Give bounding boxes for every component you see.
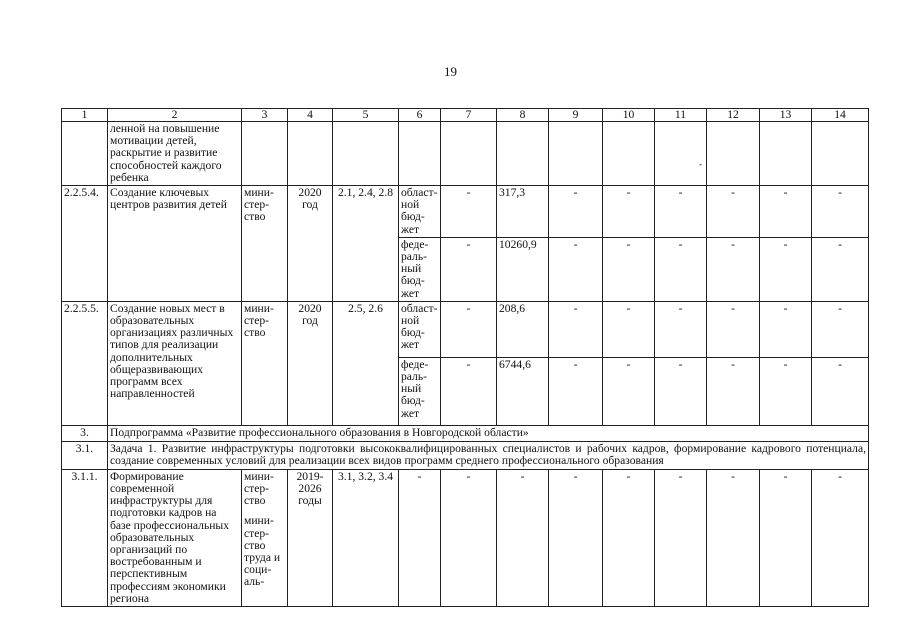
table-row xyxy=(62,301,869,357)
empty-cell xyxy=(707,122,760,186)
value-cell: - xyxy=(603,357,655,425)
empty-cell xyxy=(549,122,603,186)
value-cell: - xyxy=(707,357,760,425)
source-cell: феде-раль-ный бюд-жет xyxy=(399,357,441,425)
value-cell: - xyxy=(707,301,760,357)
name-cell: Создание новых мест в образовательных организациях различных типов для реализации дополнительных общеразвивающих программ всех направленностей xyxy=(108,301,242,425)
name-cell: ленной на повышение мотивации детей, раскрытие и развитие способностей каждого ребенка xyxy=(108,122,242,186)
executor-2: мини-стер-ство труда и соци-аль- xyxy=(244,514,281,589)
source-cell: феде-раль-ный бюд-жет xyxy=(399,237,441,301)
subprogram-title: Подпрограмма «Развитие профессионального образования в Новгородской области» xyxy=(108,425,869,441)
executor-1: мини-стер-ство xyxy=(244,469,274,508)
table-row xyxy=(62,469,869,606)
empty-cell xyxy=(760,122,812,186)
header-cell: 1 xyxy=(62,109,108,122)
value-cell: - xyxy=(549,301,603,357)
value-cell: - xyxy=(603,237,655,301)
value-cell: - xyxy=(812,469,869,606)
header-cell: 14 xyxy=(812,109,869,122)
year-cell: 2019-2026 годы xyxy=(288,469,333,606)
value-cell: - xyxy=(655,186,707,238)
empty-cell xyxy=(288,122,333,186)
table-row xyxy=(62,441,869,469)
table-row xyxy=(62,186,869,238)
empty-cell xyxy=(242,122,288,186)
empty-cell xyxy=(399,122,441,186)
value-cell: - xyxy=(760,237,812,301)
header-cell: 4 xyxy=(288,109,333,122)
header-cell: 10 xyxy=(603,109,655,122)
name-cell: Создание ключевых центров развития детей xyxy=(108,186,242,302)
indicator-cell: 3.1, 3.2, 3.4 xyxy=(333,469,399,606)
value-cell: - xyxy=(441,469,497,606)
number-cell: 3. xyxy=(62,425,108,441)
value-cell: - xyxy=(812,357,869,425)
header-cell: 5 xyxy=(333,109,399,122)
executor-cell xyxy=(242,469,288,606)
value-cell: - xyxy=(760,301,812,357)
value-cell: 317,3 xyxy=(497,186,549,238)
value-cell: 6744,6 xyxy=(497,357,549,425)
dash-mark-text: - xyxy=(699,158,702,169)
value-cell: - xyxy=(441,357,497,425)
header-cell: 7 xyxy=(441,109,497,122)
name-cell: Формирование современной инфраструктуры для подготовки кадров на базе профессиональных образовательных организаций по востребованным и перспективным профессиям экономики региона xyxy=(108,469,242,606)
number-cell xyxy=(62,122,108,186)
value-cell: - xyxy=(603,469,655,606)
empty-cell xyxy=(812,122,869,186)
number-cell: 3.1. xyxy=(62,441,108,469)
value-cell: 10260,9 xyxy=(497,237,549,301)
number-cell: 2.2.5.4. xyxy=(62,186,108,302)
empty-cell xyxy=(603,122,655,186)
value-cell: - xyxy=(812,301,869,357)
year-cell: 2020 год xyxy=(288,301,333,425)
value-cell: - xyxy=(603,301,655,357)
header-cell: 8 xyxy=(497,109,549,122)
value-cell: - xyxy=(497,469,549,606)
value-cell: - xyxy=(655,469,707,606)
value-cell: - xyxy=(655,237,707,301)
header-cell: 12 xyxy=(707,109,760,122)
header-cell: 2 xyxy=(108,109,242,122)
value-cell: - xyxy=(812,237,869,301)
source-cell: област-ной бюд-жет xyxy=(399,301,441,357)
header-cell: 3 xyxy=(242,109,288,122)
value-cell: - xyxy=(549,357,603,425)
value-cell: - xyxy=(760,186,812,238)
header-cell: 6 xyxy=(399,109,441,122)
indicator-cell: 2.5, 2.6 xyxy=(333,301,399,425)
value-cell: - xyxy=(441,186,497,238)
value-cell: - xyxy=(441,301,497,357)
value-cell: 208,6 xyxy=(497,301,549,357)
value-cell: - xyxy=(707,186,760,238)
column-number-row xyxy=(62,109,869,122)
value-cell: - xyxy=(441,237,497,301)
value-cell: - xyxy=(707,237,760,301)
value-cell: - xyxy=(760,357,812,425)
value-cell: - xyxy=(760,469,812,606)
value-cell: - xyxy=(549,469,603,606)
header-cell: 13 xyxy=(760,109,812,122)
header-cell: 9 xyxy=(549,109,603,122)
number-cell: 2.2.5.5. xyxy=(62,301,108,425)
empty-cell xyxy=(441,122,497,186)
value-cell: - xyxy=(655,357,707,425)
plan-table xyxy=(61,108,869,607)
year-cell: 2020 год xyxy=(288,186,333,302)
value-cell: - xyxy=(549,186,603,238)
task-title: Задача 1. Развитие инфраструктуры подготовки высококвалифицированных специалистов и рабочих кадров, формирование кадрового потенциала, создание современных условий для реализации всех видов программ среднего профессионального образования xyxy=(108,441,869,469)
empty-cell xyxy=(497,122,549,186)
empty-cell xyxy=(333,122,399,186)
number-cell: 3.1.1. xyxy=(62,469,108,606)
value-cell: - xyxy=(549,237,603,301)
source-cell: област-ной бюд-жет xyxy=(399,186,441,238)
value-cell: - xyxy=(707,469,760,606)
executor-cell: мини-стер-ство xyxy=(242,186,288,302)
value-cell: - xyxy=(399,469,441,606)
value-cell: - xyxy=(655,301,707,357)
value-cell: - xyxy=(812,186,869,238)
page-number: 19 xyxy=(444,64,457,79)
value-cell: - xyxy=(603,186,655,238)
table-row xyxy=(62,122,869,186)
indicator-cell: 2.1, 2.4, 2.8 xyxy=(333,186,399,302)
dash-mark xyxy=(655,122,707,186)
table-row xyxy=(62,425,869,441)
executor-cell: мини-стер-ство xyxy=(242,301,288,425)
header-cell: 11 xyxy=(655,109,707,122)
